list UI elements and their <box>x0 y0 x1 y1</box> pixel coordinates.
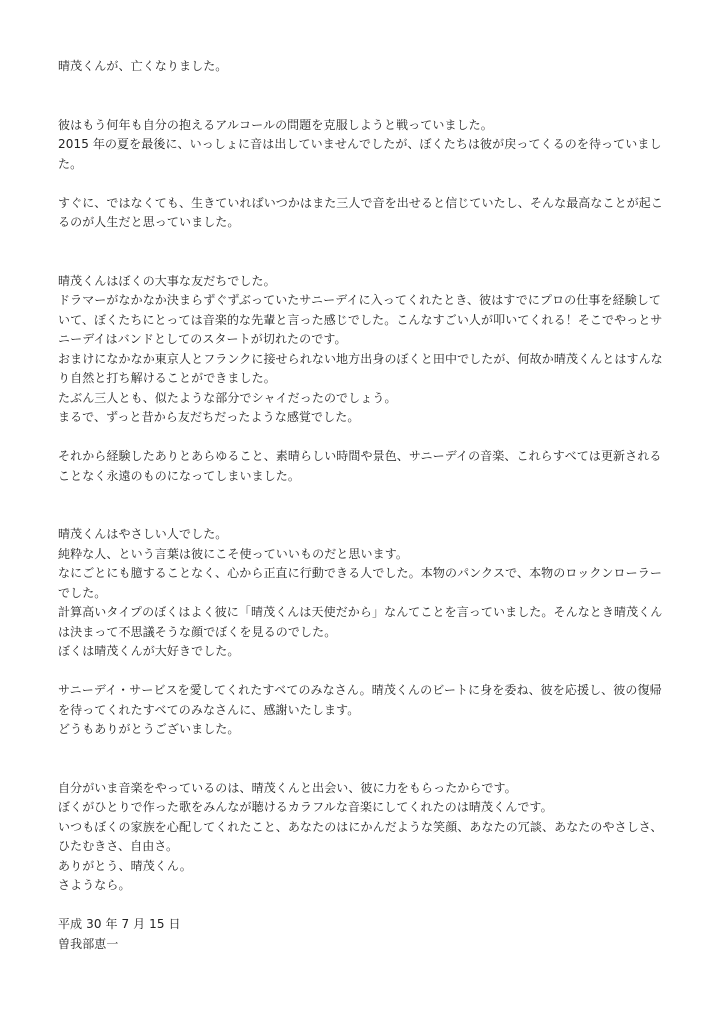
text-line: ぼくは晴茂くんが大好きでした。 <box>58 644 240 658</box>
paragraph-gap <box>58 428 670 448</box>
paragraph-3 <box>58 272 670 428</box>
text-line: 純粋な人、という言葉は彼にこそ使っていいものだと思います。 <box>58 546 408 561</box>
text-line: ニーデイはバンドとしてのスタートが切れたのです。 <box>58 332 347 346</box>
closing-block <box>58 915 670 954</box>
text-line: 2015 年の夏を最後に、いっしょに音は出していませんでしたが、ぼくたちは彼が戻ってくるのを待っていまし <box>58 137 662 151</box>
text-line: まるで、ずっと昔から友だちだったような感覚でした。 <box>58 410 360 424</box>
paragraph-gap <box>58 486 670 525</box>
text-line: は決まって不思議そうな顔でぼくを見るのでした。 <box>58 624 337 639</box>
paragraph-5 <box>58 525 670 662</box>
paragraph-gap <box>58 662 670 682</box>
text-line: 彼はもう何年も自分の抱えるアルコールの問題を克服しようと戦っていました。 <box>58 117 493 132</box>
text-line: おまけになかなか東京人とフランクに接せられない地方出身のぼくと田中でしたが、何故か晴茂くんとはすんな <box>58 351 663 366</box>
letter-body <box>58 57 670 954</box>
text-line: でした。 <box>58 585 107 600</box>
paragraph-gap <box>58 740 670 779</box>
text-line: どうもありがとうございました。 <box>58 722 240 736</box>
text-line: ひたむきさ、自由さ。 <box>58 839 179 853</box>
text-line: ありがとう、晴茂くん。 <box>58 858 192 873</box>
text-line: 晴茂くんが、亡くなりました。 <box>58 59 228 73</box>
paragraph-gap <box>58 896 670 916</box>
text-line: さようなら。 <box>58 878 131 892</box>
paragraph-6 <box>58 681 670 740</box>
opening-line <box>58 57 670 77</box>
text-line: すぐに、ではなくても、生きていればいつかはまた三人で音を出せると信じていたし、そんな最高なことが起こ <box>58 195 664 210</box>
text-line: るのが人生だと思っていました。 <box>58 215 240 229</box>
letter-signature: 曽我部恵一 <box>58 936 119 951</box>
letter-date: 平成 30 年 7 月 15 日 <box>58 917 181 931</box>
paragraph-gap <box>58 174 670 194</box>
text-line: いつもぼくの家族を心配してくれたこと、あなたのはにかんだような笑顔、あなたの冗談、あなたのやさしさ、 <box>58 819 663 834</box>
text-line: なにごとにも臆することなく、心から正直に行動できる人でした。本物のパンクスで、本物のロックンローラー <box>58 566 662 580</box>
text-line: ぼくがひとりで作った歌をみんなが聴けるカラフルな音楽にしてくれたのは晴茂くんです。 <box>58 800 553 814</box>
text-line: 計算高いタイプのぼくはよく彼に「晴茂くんは天使だから」なんてことを言っていました。そんなとき晴茂くん <box>58 605 663 619</box>
text-line: それから経験したありとあらゆること、素晴らしい時間や景色、サニーデイの音楽、これらすべては更新される <box>58 449 662 463</box>
paragraph-1 <box>58 116 670 175</box>
text-line: たぶん三人とも、似たような部分でシャイだったのでしょう。 <box>58 390 397 405</box>
text-line: ことなく永遠のものになってしまいました。 <box>58 468 301 483</box>
paragraph-7 <box>58 779 670 896</box>
text-line: 自分がいま音楽をやっているのは、晴茂くんと出会い、彼に力をもらったからです。 <box>58 780 517 795</box>
text-line: ドラマーがなかなか決まらずぐずぶっていたサニーデイに入ってくれたとき、彼はすでにプロの仕事を経験して <box>58 293 661 307</box>
text-line: いて、ぼくたちにとっては音楽的な先輩と言った感じでした。こんなすごい人が叩いてくれる！そこでやっとサ <box>58 312 663 327</box>
text-line: り自然と打ち解けることができました。 <box>58 371 276 385</box>
text-line: た。 <box>58 156 83 171</box>
paragraph-gap <box>58 233 670 272</box>
text-line: を待ってくれたすべてのみなさんに、感謝いたします。 <box>58 702 360 717</box>
paragraph-4 <box>58 447 670 486</box>
text-line: サニーデイ・サービスを愛してくれたすべてのみなさん。晴茂くんのビートに身を委ね、彼を応援し、彼の復帰 <box>58 683 662 697</box>
text-line: 晴茂くんはやさしい人でした。 <box>58 527 228 541</box>
text-line: 晴茂くんはぼくの大事な友だちでした。 <box>58 273 276 288</box>
paragraph-gap <box>58 77 670 116</box>
paragraph-2 <box>58 194 670 233</box>
